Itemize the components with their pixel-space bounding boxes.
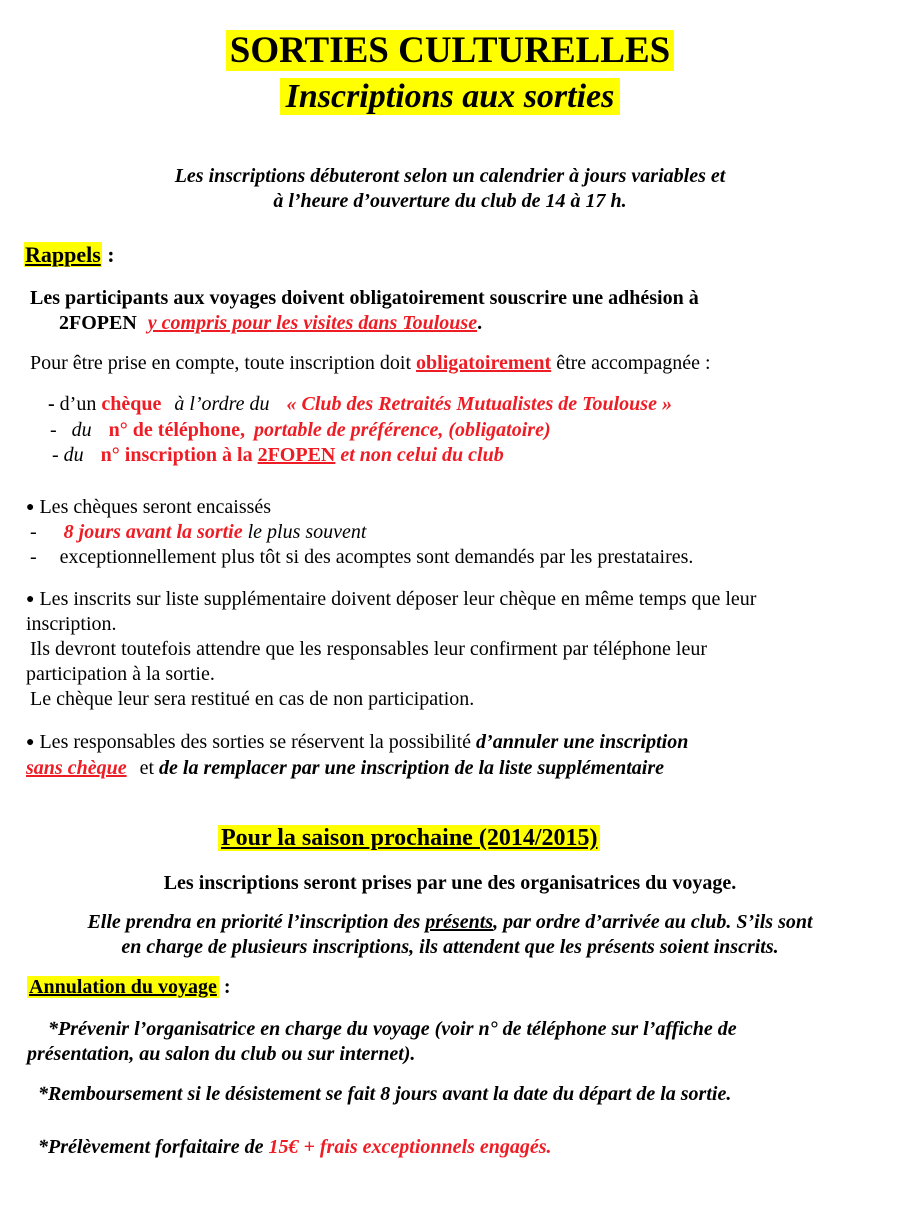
annulation-line-1: *Prévenir l’organisatrice en charge du voyage (voir n° de téléphone sur l’affiche de [48, 1018, 737, 1040]
liste-text-1: Les inscrits sur liste supplémentaire doivent déposer leur chèque en même temps que leur [39, 588, 757, 610]
requirement-inscription [52, 443, 504, 467]
item3-du: - du [52, 444, 84, 466]
item3-non-club: et non celui du club [335, 444, 504, 466]
responsables-remplacer: de la remplacer par une inscription de la liste supplémentaire [159, 757, 665, 779]
responsables-text-a: Les responsables des sorties se réservent la possibilité [39, 731, 477, 753]
annulation-heading-wrap [27, 975, 231, 999]
cheques-encaisses: Les chèques seront encaissés [39, 496, 272, 518]
item3-numero: n° inscription à la [100, 444, 258, 466]
intro-line-2: à l’heure d’ouverture du club de 14 à 17 h. [273, 190, 627, 212]
responsables-annuler: d’annuler une inscription [476, 731, 689, 753]
responsables-line-1 [26, 730, 688, 757]
cheques-dash-2: - [30, 546, 37, 568]
requirement-telephone [50, 418, 551, 442]
saison-line-3: en charge de plusieurs inscriptions, ils attendent que les présents soient inscrits. [121, 936, 779, 958]
participants-line-1: Les participants aux voyages doivent obligatoirement souscrire une adhésion à [30, 287, 699, 309]
prise-text-c: être accompagnée : [551, 352, 711, 374]
cheques-exceptionnellement: exceptionnellement plus tôt si des acomptes sont demandés par les prestataires. [59, 546, 694, 568]
responsables-et: et [139, 757, 160, 779]
saison-line-2 [0, 910, 900, 934]
responsables-sans-cheque: sans chèque [26, 757, 127, 779]
rappels-colon: : [101, 242, 115, 267]
prise-en-compte-line [30, 351, 711, 375]
liste-line-2: inscription. [26, 613, 117, 635]
annulation-prelevement: *Prélèvement forfaitaire de [38, 1136, 269, 1158]
cheques-dash-1: - [30, 521, 37, 543]
item1-dun: d’un [59, 393, 102, 415]
saison-heading-wrap [218, 823, 600, 853]
responsables-line-2 [26, 756, 664, 780]
participants-2fopen: 2FOPEN [59, 312, 137, 334]
participants-line-2 [59, 311, 482, 335]
item1-dash: - [48, 393, 60, 415]
item3-2fopen: 2FOPEN [257, 444, 336, 466]
item2-dash: - [50, 419, 57, 441]
page-subtitle: Inscriptions aux sorties [280, 78, 621, 115]
item2-portable: portable de préférence, (obligatoire) [254, 419, 551, 441]
saison-heading: Pour la saison prochaine (2014/2015) [218, 825, 600, 851]
participants-period: . [477, 312, 483, 334]
bullet-icon: ● [26, 592, 35, 607]
annulation-line-4 [38, 1135, 552, 1159]
liste-line-3: Ils devront toutefois attendre que les responsables leur confirment par téléphone leur [30, 638, 707, 660]
item1-ordre: à l’ordre du [174, 393, 270, 415]
cheques-line-1 [26, 495, 271, 522]
saison-text-c: , par ordre d’arrivée au club. S’ils sont [493, 911, 813, 933]
requirement-cheque [48, 392, 672, 416]
rappels-heading-wrap [24, 242, 115, 268]
page-title-wrap [0, 30, 900, 72]
liste-line-4: participation à la sortie. [26, 663, 215, 685]
annulation-montant: 15€ + frais exceptionnels engagés. [268, 1136, 552, 1158]
prise-text-a: Pour être prise en compte, toute inscription doit [30, 352, 417, 374]
annulation-line-2: présentation, au salon du club ou sur internet). [27, 1043, 416, 1065]
annulation-heading: Annulation du voyage [29, 976, 217, 998]
cheques-line-3 [30, 545, 693, 569]
liste-line-5: Le chèque leur sera restitué en cas de non participation. [30, 688, 475, 710]
cheques-8-jours: 8 jours avant la sortie [63, 521, 243, 543]
liste-line-1 [26, 587, 756, 614]
annulation-colon: : [218, 976, 231, 998]
annulation-line-3: *Remboursement si le désistement se fait 8 jours avant la date du départ de la sortie. [38, 1083, 732, 1105]
page-title: SORTIES CULTURELLES [226, 30, 675, 71]
cheques-plus-souvent: le plus souvent [242, 521, 367, 543]
rappels-heading: Rappels [25, 242, 101, 267]
saison-line-1: Les inscriptions seront prises par une des organisatrices du voyage. [163, 872, 737, 894]
item2-telephone: n° de téléphone, [108, 419, 246, 441]
intro-line-1: Les inscriptions débuteront selon un calendrier à jours variables et [174, 165, 726, 187]
bullet-icon: ● [26, 500, 35, 515]
bullet-icon: ● [26, 735, 35, 750]
item1-cheque: chèque [101, 393, 162, 415]
prise-obligatoirement: obligatoirement [416, 352, 552, 374]
saison-text-a: Elle prendra en priorité l’inscription des [87, 911, 426, 933]
participants-toulouse: y compris pour les visites dans Toulouse [147, 312, 478, 334]
saison-presents: présents [425, 911, 494, 933]
cheques-line-2 [30, 520, 366, 544]
page-subtitle-wrap [0, 77, 900, 117]
item2-du: du [71, 419, 92, 441]
item1-club-name: « Club des Retraités Mutualistes de Toulouse » [286, 393, 672, 415]
